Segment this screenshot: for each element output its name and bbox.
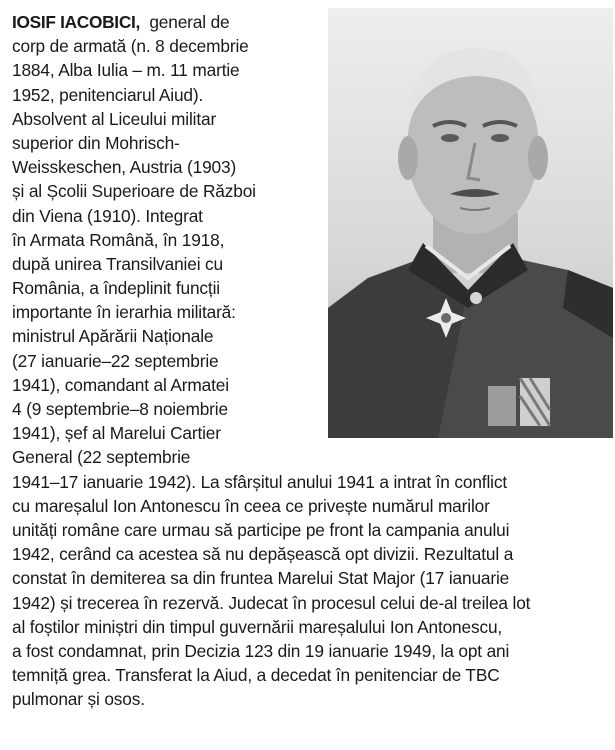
text-line: ministrul Apărării Naționale — [12, 326, 214, 347]
text-line: și al Școlii Superioare de Război — [12, 181, 256, 202]
text-line: corp de armată (n. 8 decembrie — [12, 36, 249, 57]
text-line: din Viena (1910). Integrat — [12, 205, 203, 226]
text-line: Absolvent al Liceului militar — [12, 108, 217, 129]
text-line: importante în ierarhia militară: — [12, 302, 236, 323]
text-line: al foștilor miniștri din timpul guvernării mareșalului Ion Antonescu, — [12, 616, 503, 637]
text-line: 1941), șef al Marelui Cartier — [12, 423, 221, 444]
text-line: superior din Mohrisch- — [12, 132, 180, 153]
text-line: 1942, cerând ca acestea să nu depășească opt divizii. Rezultatul a — [12, 544, 514, 565]
text-line: (27 ianuarie–22 septembrie — [12, 350, 219, 371]
text-line: 1941), comandant al Armatei — [12, 374, 229, 395]
text-line: temniță grea. Transferat la Aiud, a decedat în penitenciar de TBC — [12, 665, 500, 686]
text-line: IOSIF IACOBICI, general de — [12, 12, 230, 32]
text-line: General (22 septembrie — [12, 447, 191, 468]
person-name: IOSIF IACOBICI, — [12, 12, 140, 32]
text-line: România, a îndeplinit funcții — [12, 278, 220, 299]
biography-text — [12, 10, 608, 711]
text-line: 1952, penitenciarul Aiud). — [12, 84, 204, 105]
text-line: 1942) și trecerea în rezervă. Judecat în procesul celui de-al treilea lot — [12, 592, 531, 613]
text-line: cu mareșalul Ion Antonescu în ceea ce privește numărul marilor — [12, 495, 490, 516]
text-line: 4 (9 septembrie–8 noiembrie — [12, 399, 228, 419]
text-line: a fost condamnat, prin Decizia 123 din 19 ianuarie 1949, la opt ani — [12, 640, 510, 661]
text-line: în Armata Română, în 1918, — [12, 229, 225, 250]
text-line: după unirea Transilvaniei cu — [12, 253, 223, 274]
text-line: 1884, Alba Iulia – m. 11 martie — [12, 60, 240, 81]
text-line: pulmonar și osos. — [12, 689, 145, 710]
text-line: unități române care urmau să participe pe front la campania anului — [12, 519, 510, 540]
text-line: constat în demiterea sa din fruntea Marelui Stat Major (17 ianuarie — [12, 568, 510, 589]
text-line: 1941–17 ianuarie 1942). La sfârșitul anului 1941 a intrat în conflict — [12, 471, 507, 492]
text-line: Weisskeschen, Austria (1903) — [12, 157, 237, 178]
